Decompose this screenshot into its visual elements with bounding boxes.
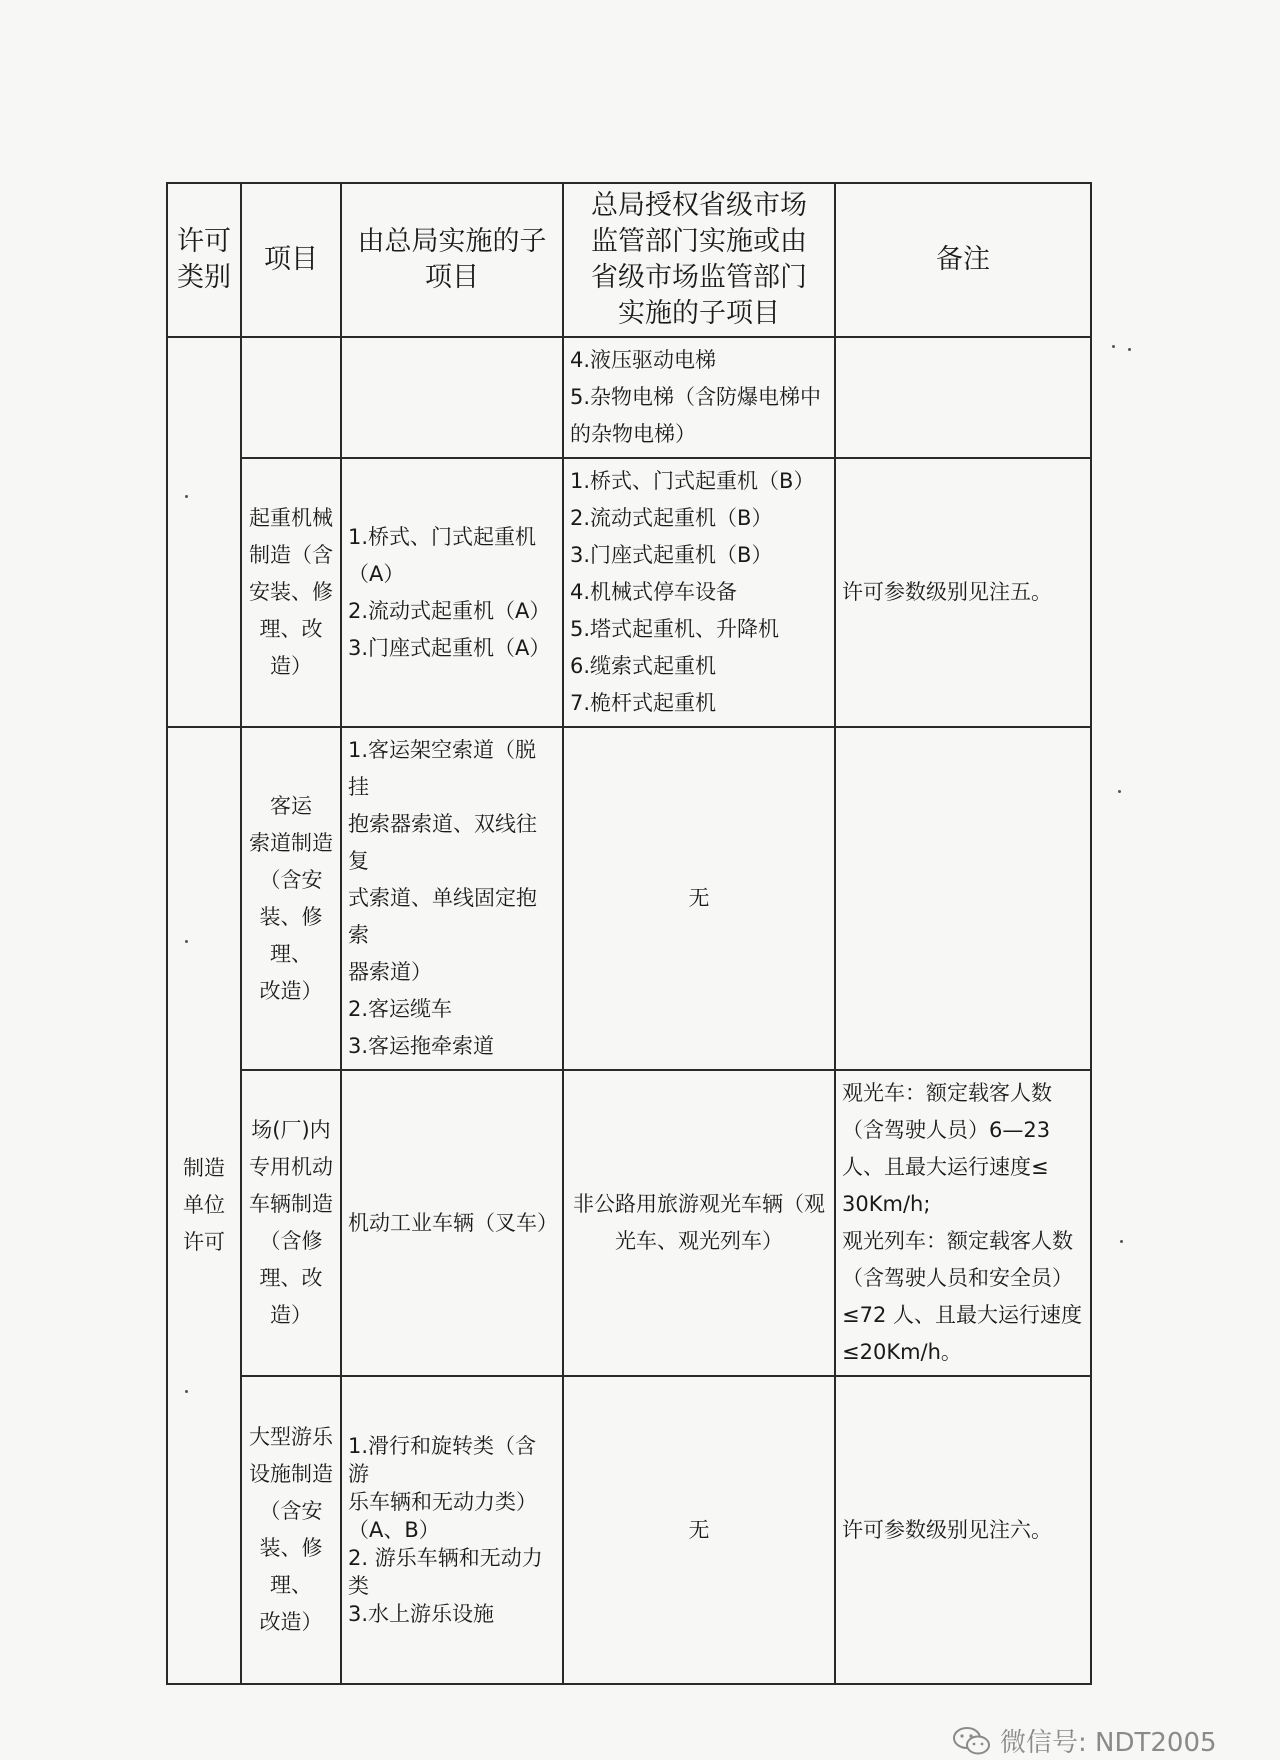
header-remarks: 备注 bbox=[835, 183, 1091, 337]
project-cell bbox=[241, 337, 341, 458]
hq-items-cell bbox=[341, 337, 563, 458]
watermark-text: 微信号: NDT2005 bbox=[1000, 1728, 1217, 1758]
scan-speck bbox=[1120, 1240, 1123, 1243]
header-row bbox=[167, 183, 1091, 337]
scan-speck bbox=[1112, 345, 1115, 348]
scan-speck bbox=[185, 1390, 188, 1393]
project-cell: 大型游乐 设施制造 （含安 装、修理、 改造） bbox=[241, 1376, 341, 1684]
project-cell: 起重机械 制造（含 安装、修 理、改造） bbox=[241, 458, 341, 727]
remarks-cell: 许可参数级别见注五。 bbox=[835, 458, 1091, 727]
category-cell: 制造 单位 许可 bbox=[167, 727, 241, 1684]
remarks-cell: 观光车：额定载客人数 （含驾驶人员）6—23 人、且最大运行速度≤ 30Km/h; 观光列车：额定载客人数 （含驾驶人员和安全员） ≤72 人、且最大运行速度 ≤20Km/h。 bbox=[835, 1070, 1091, 1376]
header-hq-subitems: 由总局实施的子 项目 bbox=[341, 183, 563, 337]
scan-speck bbox=[185, 940, 188, 943]
project-cell: 场(厂)内 专用机动 车辆制造 （含修 理、改造） bbox=[241, 1070, 341, 1376]
table-row bbox=[167, 1070, 1091, 1376]
hq-items-cell: 1.滑行和旋转类（含游 乐车辆和无动力类） （A、B） 2. 游乐车辆和无动力 类 3.水上游乐设施 bbox=[341, 1376, 563, 1684]
table-row bbox=[167, 727, 1091, 1070]
table-row bbox=[167, 337, 1091, 458]
scan-speck bbox=[1128, 348, 1131, 351]
prov-items-cell: 无 bbox=[563, 1376, 835, 1684]
hq-items-cell: 1.客运架空索道（脱挂 抱索器索道、双线往复 式索道、单线固定抱索 器索道） 2.客运缆车 3.客运拖牵索道 bbox=[341, 727, 563, 1070]
category-cell-blank bbox=[167, 337, 241, 727]
scan-speck bbox=[1118, 790, 1121, 793]
remarks-cell bbox=[835, 337, 1091, 458]
remarks-cell: 许可参数级别见注六。 bbox=[835, 1376, 1091, 1684]
table-row bbox=[167, 458, 1091, 727]
wechat-watermark bbox=[952, 1722, 1217, 1759]
project-cell: 客运 索道制造 （含安 装、修理、 改造） bbox=[241, 727, 341, 1070]
hq-items-cell: 1.桥式、门式起重机 （A） 2.流动式起重机（A） 3.门座式起重机（A） bbox=[341, 458, 563, 727]
prov-items-cell: 非公路用旅游观光车辆（观 光车、观光列车） bbox=[563, 1070, 835, 1376]
prov-items-cell: 4.液压驱动电梯 5.杂物电梯（含防爆电梯中 的杂物电梯） bbox=[563, 337, 835, 458]
header-project: 项目 bbox=[241, 183, 341, 337]
header-provincial-subitems: 总局授权省级市场 监管部门实施或由 省级市场监管部门 实施的子项目 bbox=[563, 183, 835, 337]
hq-items-cell: 机动工业车辆（叉车） bbox=[341, 1070, 563, 1376]
table-row bbox=[167, 1376, 1091, 1684]
prov-items-cell: 1.桥式、门式起重机（B） 2.流动式起重机（B） 3.门座式起重机（B） 4.机械式停车设备 5.塔式起重机、升降机 6.缆索式起重机 7.桅杆式起重机 bbox=[563, 458, 835, 727]
permit-table bbox=[166, 182, 1092, 1685]
remarks-cell bbox=[835, 727, 1091, 1070]
scan-speck bbox=[185, 495, 188, 498]
header-category: 许可 类别 bbox=[167, 183, 241, 337]
prov-items-cell: 无 bbox=[563, 727, 835, 1070]
wechat-icon bbox=[952, 1726, 992, 1756]
